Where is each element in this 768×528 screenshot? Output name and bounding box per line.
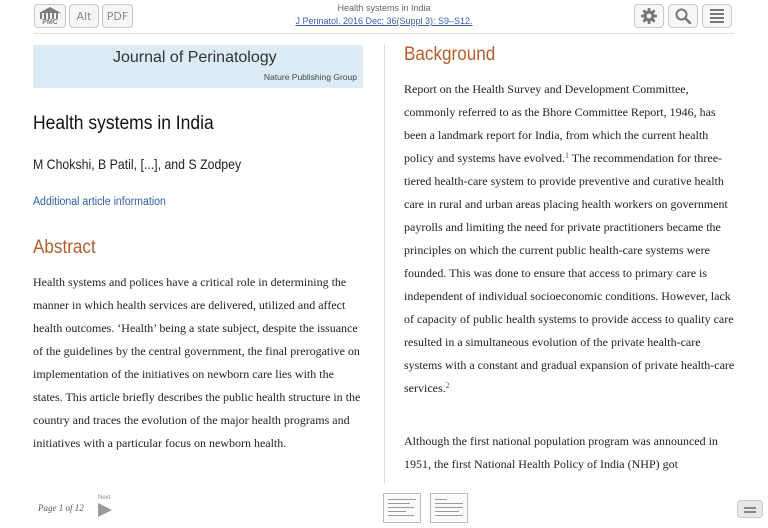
toolbar-divider	[34, 33, 734, 34]
reference-link-2[interactable]: 2	[445, 381, 450, 390]
additional-info-link[interactable]: Additional article information	[33, 196, 166, 208]
article-title: Health systems in India	[33, 113, 214, 134]
running-title: Health systems in India	[337, 3, 431, 13]
pmc-logo-button[interactable]: PMC	[34, 4, 66, 28]
alt-button[interactable]: Alt	[69, 4, 99, 28]
next-label: Next	[98, 495, 111, 501]
collapse-button[interactable]	[737, 500, 763, 518]
background-heading: Background	[404, 44, 496, 65]
menu-icon	[710, 9, 724, 11]
search-icon	[674, 7, 692, 25]
search-button[interactable]	[668, 4, 698, 28]
menu-button[interactable]	[702, 4, 732, 28]
gear-icon	[640, 7, 658, 25]
abstract-text: Health systems and polices have a critical role in determining the manner in which health services are delivered, utilized and affect health outcomes. ‘Health’ being a state subject, despite the issuance of the guidelines by the central government, the final prerogative on implementation of the initiatives on newborn care lies with the states. This article briefly describes the public health structure in the country and traces the evolution of the major health programs and initiatives with a particular focus on newborn health.	[33, 275, 361, 450]
background-paragraph-1: Report on the Health Survey and Development Committee, commonly referred to as the Bhore Committee Report, 1946, has been a landmark report for India, from which the current health policy and systems have evolved.$^1$ The recommendation for three-tiered health-care system to provide preventive and curative health care in rural and urban areas placing health workers on government payrolls and limiting the need for private practitioners became the principles on which the current public health-care systems were founded. This was done to ensure that access to primary care is independent of individual socioeconomic conditions. However, lack of capacity of public health systems to provide access to quality care resulted in a simultaneous evolution of the private health-care systems with a constant and gradual expansion of private health-care services.$^2$	[404, 82, 735, 395]
author-list[interactable]: M Chokshi, B Patil, [...], and S Zodpey	[33, 156, 242, 172]
page-thumbnail[interactable]	[383, 493, 421, 523]
settings-button[interactable]	[634, 4, 664, 28]
citation-link[interactable]: J Perinatol. 2016 Dec; 36(Suppl 3): S9–S12.	[295, 16, 473, 26]
pdf-button[interactable]: PDF	[102, 4, 133, 28]
abstract-heading: Abstract	[33, 237, 96, 258]
page-indicator: Page 1 of 12	[38, 503, 84, 513]
background-paragraph-2: Although the first national population program was announced in 1951, the first National Health Policy of India (NHP) got	[404, 434, 718, 471]
next-page-button[interactable]	[96, 495, 116, 519]
top-toolbar	[0, 0, 768, 34]
arrow-right-icon	[98, 503, 112, 517]
journal-banner[interactable]	[33, 45, 363, 88]
journal-name: Journal of Perinatology	[113, 49, 277, 66]
page-thumbnail[interactable]	[430, 493, 468, 523]
column-divider	[384, 44, 385, 484]
publisher-name: Nature Publishing Group	[263, 72, 357, 82]
reference-link-1[interactable]: 1	[564, 151, 569, 160]
minimize-icon	[744, 507, 756, 509]
